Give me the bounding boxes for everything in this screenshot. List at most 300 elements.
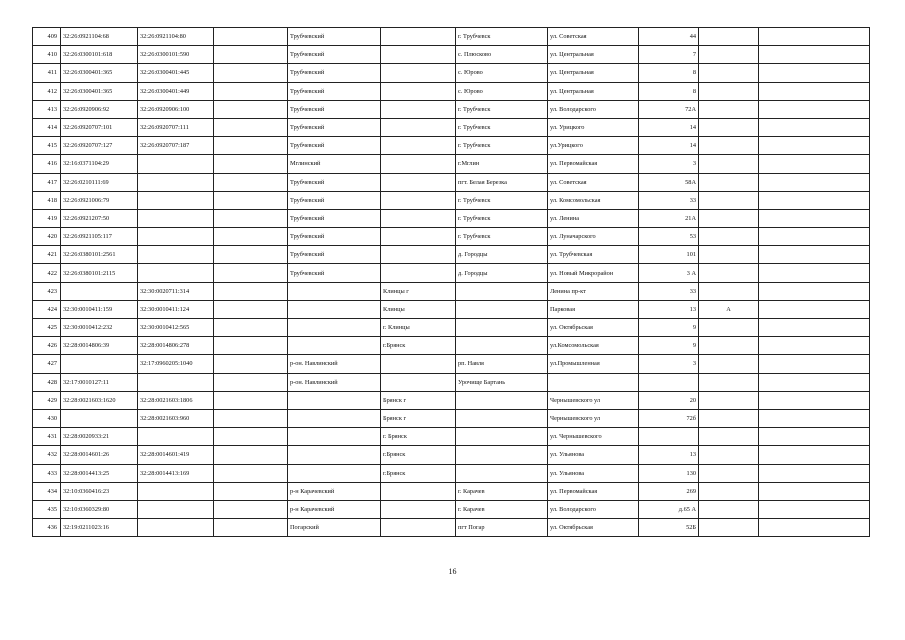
settlement-cell: рп. Навля	[456, 355, 548, 373]
district-cell	[288, 428, 381, 446]
building-letter-cell	[699, 373, 759, 391]
cadastral-number-land-cell: 32:26:0921207:50	[61, 209, 138, 227]
house-number-cell	[639, 373, 699, 391]
row-number-cell: 418	[33, 191, 61, 209]
cadastral-number-building-cell: 32:28:0021603:1806	[138, 391, 214, 409]
cadastral-number-building-cell: 32:17:0960205:1040	[138, 355, 214, 373]
district-cell: Трубчевский	[288, 118, 381, 136]
cadastral-number-building-cell	[138, 246, 214, 264]
building-letter-cell	[699, 209, 759, 227]
building-letter-cell	[699, 355, 759, 373]
house-number-cell: 53	[639, 228, 699, 246]
settlement-cell: г. Трубчевск	[456, 100, 548, 118]
district-cell: Трубчевский	[288, 264, 381, 282]
cadastral-number-land-cell: 32:26:0210111:69	[61, 173, 138, 191]
city-alt-cell	[381, 373, 456, 391]
cadastral-number-building-cell	[138, 173, 214, 191]
cadastral-number-building-cell: 32:28:0014806:278	[138, 337, 214, 355]
house-number-cell: 9	[639, 337, 699, 355]
district-cell: Трубчевский	[288, 82, 381, 100]
extra-cell-cell	[214, 282, 288, 300]
note-cell-cell	[759, 209, 870, 227]
street-cell: ул. Новый Микрорайон	[548, 264, 639, 282]
district-cell: Трубчевский	[288, 246, 381, 264]
settlement-cell	[456, 319, 548, 337]
cadastral-number-building-cell	[138, 428, 214, 446]
note-cell-cell	[759, 428, 870, 446]
row-number-cell: 433	[33, 464, 61, 482]
note-cell-cell	[759, 228, 870, 246]
building-letter-cell	[699, 464, 759, 482]
table-row	[33, 355, 870, 373]
street-cell: ул. Луначарского	[548, 228, 639, 246]
house-number-cell: 44	[639, 28, 699, 46]
settlement-cell	[456, 409, 548, 427]
row-number-cell: 422	[33, 264, 61, 282]
settlement-cell: г. Трубчевск	[456, 28, 548, 46]
district-cell	[288, 409, 381, 427]
settlement-cell: г. Трубчевск	[456, 118, 548, 136]
house-number-cell: 52Б	[639, 519, 699, 537]
note-cell-cell	[759, 464, 870, 482]
cadastral-number-building-cell: 32:30:0020711:314	[138, 282, 214, 300]
district-cell: Трубчевский	[288, 28, 381, 46]
extra-cell-cell	[214, 64, 288, 82]
table-row	[33, 300, 870, 318]
street-cell: ул. Ленина	[548, 209, 639, 227]
city-alt-cell	[381, 482, 456, 500]
cadastral-number-building-cell: 32:28:0021603:960	[138, 409, 214, 427]
city-alt-cell	[381, 228, 456, 246]
cadastral-number-land-cell: 32:26:0920707:101	[61, 118, 138, 136]
row-number-cell: 415	[33, 137, 61, 155]
city-alt-cell	[381, 28, 456, 46]
cadastral-number-land-cell: 32:28:0014601:26	[61, 446, 138, 464]
street-cell: Чернышевского ул	[548, 391, 639, 409]
street-cell: Чернышевского ул	[548, 409, 639, 427]
district-cell: р-н Карачевский	[288, 482, 381, 500]
note-cell-cell	[759, 264, 870, 282]
row-number-cell: 427	[33, 355, 61, 373]
extra-cell-cell	[214, 355, 288, 373]
city-alt-cell: г. Брянск	[381, 428, 456, 446]
table-row	[33, 282, 870, 300]
street-cell: ул.Промышленная	[548, 355, 639, 373]
house-number-cell: 269	[639, 482, 699, 500]
district-cell	[288, 391, 381, 409]
building-letter-cell	[699, 446, 759, 464]
city-alt-cell: г. Клинцы	[381, 319, 456, 337]
house-number-cell: 13	[639, 446, 699, 464]
settlement-cell: д. Городцы	[456, 264, 548, 282]
cadastral-number-land-cell: 32:28:0014806:39	[61, 337, 138, 355]
note-cell-cell	[759, 246, 870, 264]
cadastral-number-land-cell: 32:26:0921104:68	[61, 28, 138, 46]
street-cell: ул. Первомайская	[548, 155, 639, 173]
cadastral-number-building-cell: 32:28:0014601:419	[138, 446, 214, 464]
house-number-cell: 3	[639, 155, 699, 173]
settlement-cell: г. Трубчевск	[456, 209, 548, 227]
table-row	[33, 228, 870, 246]
house-number-cell: д.65 А	[639, 500, 699, 518]
table-row	[33, 246, 870, 264]
cadastral-number-land-cell: 32:26:0300101:618	[61, 46, 138, 64]
street-cell: ул. Октябрьская	[548, 319, 639, 337]
cadastral-number-land-cell: 32:26:0300401:365	[61, 64, 138, 82]
row-number-cell: 417	[33, 173, 61, 191]
table-row	[33, 391, 870, 409]
house-number-cell: 9	[639, 319, 699, 337]
row-number-cell: 432	[33, 446, 61, 464]
extra-cell-cell	[214, 28, 288, 46]
cadastral-number-land-cell	[61, 355, 138, 373]
row-number-cell: 429	[33, 391, 61, 409]
building-letter-cell	[699, 191, 759, 209]
table-row	[33, 373, 870, 391]
city-alt-cell: г.Брянск	[381, 337, 456, 355]
extra-cell-cell	[214, 500, 288, 518]
extra-cell-cell	[214, 428, 288, 446]
extra-cell-cell	[214, 391, 288, 409]
building-letter-cell	[699, 82, 759, 100]
city-alt-cell	[381, 64, 456, 82]
city-alt-cell	[381, 137, 456, 155]
table-row	[33, 64, 870, 82]
table-row	[33, 519, 870, 537]
city-alt-cell	[381, 100, 456, 118]
city-alt-cell	[381, 519, 456, 537]
cadastral-number-land-cell: 32:28:0021603:1620	[61, 391, 138, 409]
settlement-cell: г. Карачев	[456, 500, 548, 518]
district-cell: Трубчевский	[288, 100, 381, 118]
settlement-cell	[456, 446, 548, 464]
register-table	[32, 27, 870, 537]
cadastral-number-land-cell: 32:30:0010411:159	[61, 300, 138, 318]
building-letter-cell	[699, 337, 759, 355]
note-cell-cell	[759, 28, 870, 46]
house-number-cell: 8	[639, 64, 699, 82]
street-cell: ул. Первомайская	[548, 482, 639, 500]
settlement-cell: г. Карачев	[456, 482, 548, 500]
city-alt-cell	[381, 209, 456, 227]
row-number-cell: 410	[33, 46, 61, 64]
district-cell	[288, 337, 381, 355]
street-cell: ул. Центральная	[548, 46, 639, 64]
row-number-cell: 425	[33, 319, 61, 337]
note-cell-cell	[759, 409, 870, 427]
district-cell: Трубчевский	[288, 209, 381, 227]
table-row	[33, 191, 870, 209]
cadastral-number-land-cell	[61, 409, 138, 427]
city-alt-cell	[381, 46, 456, 64]
building-letter-cell	[699, 428, 759, 446]
extra-cell-cell	[214, 155, 288, 173]
note-cell-cell	[759, 300, 870, 318]
settlement-cell: пгт Погар	[456, 519, 548, 537]
street-cell: ул. Чернышевского	[548, 428, 639, 446]
house-number-cell: 130	[639, 464, 699, 482]
district-cell: Трубчевский	[288, 191, 381, 209]
building-letter-cell	[699, 118, 759, 136]
table-body	[33, 28, 870, 537]
city-alt-cell: Брянск г	[381, 409, 456, 427]
note-cell-cell	[759, 500, 870, 518]
cadastral-number-land-cell: 32:26:0921105:117	[61, 228, 138, 246]
extra-cell-cell	[214, 137, 288, 155]
settlement-cell	[456, 300, 548, 318]
note-cell-cell	[759, 64, 870, 82]
extra-cell-cell	[214, 246, 288, 264]
cadastral-number-land-cell: 32:17:0010127:11	[61, 373, 138, 391]
house-number-cell: 72А	[639, 100, 699, 118]
table-row	[33, 46, 870, 64]
city-alt-cell: Брянск г	[381, 391, 456, 409]
extra-cell-cell	[214, 82, 288, 100]
cadastral-number-building-cell: 32:26:0921104:80	[138, 28, 214, 46]
cadastral-number-building-cell	[138, 191, 214, 209]
building-letter-cell	[699, 137, 759, 155]
building-letter-cell	[699, 391, 759, 409]
street-cell: ул. Центральная	[548, 64, 639, 82]
building-letter-cell	[699, 409, 759, 427]
cadastral-number-building-cell: 32:26:0300401:445	[138, 64, 214, 82]
settlement-cell: пгт. Белая Березка	[456, 173, 548, 191]
row-number-cell: 411	[33, 64, 61, 82]
house-number-cell: 13	[639, 300, 699, 318]
row-number-cell: 434	[33, 482, 61, 500]
district-cell: Трубчевский	[288, 173, 381, 191]
house-number-cell: 58А	[639, 173, 699, 191]
table-row	[33, 82, 870, 100]
house-number-cell: 3	[639, 355, 699, 373]
cadastral-number-land-cell: 32:28:0014413:25	[61, 464, 138, 482]
cadastral-number-land-cell: 32:28:0020933:21	[61, 428, 138, 446]
extra-cell-cell	[214, 46, 288, 64]
district-cell: р-н Карачевский	[288, 500, 381, 518]
note-cell-cell	[759, 118, 870, 136]
extra-cell-cell	[214, 446, 288, 464]
building-letter-cell	[699, 28, 759, 46]
building-letter-cell	[699, 246, 759, 264]
note-cell-cell	[759, 137, 870, 155]
street-cell: ул. Трубчевская	[548, 246, 639, 264]
city-alt-cell: Клинцы	[381, 300, 456, 318]
row-number-cell: 412	[33, 82, 61, 100]
building-letter-cell	[699, 519, 759, 537]
house-number-cell: 8	[639, 82, 699, 100]
street-cell: Парковая	[548, 300, 639, 318]
cadastral-number-land-cell: 32:10:0360329:80	[61, 500, 138, 518]
cadastral-number-land-cell: 32:26:0920906:92	[61, 100, 138, 118]
cadastral-number-land-cell: 32:30:0010412:232	[61, 319, 138, 337]
table-row	[33, 428, 870, 446]
note-cell-cell	[759, 391, 870, 409]
row-number-cell: 424	[33, 300, 61, 318]
building-letter-cell: А	[699, 300, 759, 318]
street-cell: ул.Урицкого	[548, 137, 639, 155]
settlement-cell: с. Юрово	[456, 64, 548, 82]
city-alt-cell: Клинцы г	[381, 282, 456, 300]
district-cell: р-он. Навлинский	[288, 373, 381, 391]
table-row	[33, 209, 870, 227]
extra-cell-cell	[214, 173, 288, 191]
city-alt-cell	[381, 118, 456, 136]
page-number: 16	[448, 567, 457, 576]
district-cell	[288, 446, 381, 464]
street-cell: ул. Октябрьская	[548, 519, 639, 537]
house-number-cell: 33	[639, 282, 699, 300]
district-cell: Трубчевский	[288, 228, 381, 246]
row-number-cell: 436	[33, 519, 61, 537]
district-cell: Погарский	[288, 519, 381, 537]
extra-cell-cell	[214, 228, 288, 246]
house-number-cell: 20	[639, 391, 699, 409]
extra-cell-cell	[214, 409, 288, 427]
settlement-cell: г.Мглин	[456, 155, 548, 173]
building-letter-cell	[699, 482, 759, 500]
row-number-cell: 431	[33, 428, 61, 446]
city-alt-cell: г.Брянск	[381, 446, 456, 464]
extra-cell-cell	[214, 319, 288, 337]
district-cell: Мглинский	[288, 155, 381, 173]
cadastral-number-building-cell: 32:28:0014413:169	[138, 464, 214, 482]
cadastral-number-building-cell	[138, 209, 214, 227]
note-cell-cell	[759, 482, 870, 500]
table-row	[33, 500, 870, 518]
settlement-cell: д. Городцы	[456, 246, 548, 264]
street-cell: ул. Советская	[548, 173, 639, 191]
cadastral-number-building-cell: 32:26:0300101:590	[138, 46, 214, 64]
extra-cell-cell	[214, 464, 288, 482]
settlement-cell: Урочище Бартань	[456, 373, 548, 391]
cadastral-number-building-cell: 32:26:0300401:449	[138, 82, 214, 100]
building-letter-cell	[699, 46, 759, 64]
note-cell-cell	[759, 82, 870, 100]
row-number-cell: 416	[33, 155, 61, 173]
extra-cell-cell	[214, 300, 288, 318]
row-number-cell: 409	[33, 28, 61, 46]
building-letter-cell	[699, 173, 759, 191]
settlement-cell	[456, 282, 548, 300]
settlement-cell: г. Трубчевск	[456, 191, 548, 209]
building-letter-cell	[699, 100, 759, 118]
city-alt-cell	[381, 191, 456, 209]
district-cell: Трубчевский	[288, 46, 381, 64]
table-row	[33, 264, 870, 282]
extra-cell-cell	[214, 337, 288, 355]
district-cell	[288, 319, 381, 337]
cadastral-number-land-cell	[61, 282, 138, 300]
district-cell	[288, 300, 381, 318]
city-alt-cell	[381, 500, 456, 518]
table-row	[33, 173, 870, 191]
note-cell-cell	[759, 173, 870, 191]
building-letter-cell	[699, 264, 759, 282]
row-number-cell: 413	[33, 100, 61, 118]
cadastral-number-building-cell: 32:26:0920707:111	[138, 118, 214, 136]
house-number-cell: 101	[639, 246, 699, 264]
extra-cell-cell	[214, 264, 288, 282]
settlement-cell	[456, 337, 548, 355]
settlement-cell: с. Плюсково	[456, 46, 548, 64]
cadastral-number-building-cell: 32:30:0010412:565	[138, 319, 214, 337]
extra-cell-cell	[214, 118, 288, 136]
street-cell: ул. Ульянова	[548, 464, 639, 482]
note-cell-cell	[759, 446, 870, 464]
cadastral-number-building-cell	[138, 264, 214, 282]
house-number-cell: 72б	[639, 409, 699, 427]
row-number-cell: 420	[33, 228, 61, 246]
cadastral-number-land-cell: 32:26:0920707:127	[61, 137, 138, 155]
city-alt-cell	[381, 264, 456, 282]
row-number-cell: 428	[33, 373, 61, 391]
city-alt-cell	[381, 82, 456, 100]
street-cell: ул. Володарского	[548, 500, 639, 518]
street-cell: ул. Центральная	[548, 82, 639, 100]
cadastral-number-building-cell	[138, 155, 214, 173]
street-cell	[548, 373, 639, 391]
note-cell-cell	[759, 155, 870, 173]
street-cell: ул. Володарского	[548, 100, 639, 118]
cadastral-number-building-cell	[138, 519, 214, 537]
building-letter-cell	[699, 282, 759, 300]
table-row	[33, 409, 870, 427]
table-row	[33, 464, 870, 482]
cadastral-number-building-cell	[138, 373, 214, 391]
street-cell: ул. Урицкого	[548, 118, 639, 136]
cadastral-number-building-cell: 32:26:0920707:187	[138, 137, 214, 155]
table-row	[33, 482, 870, 500]
house-number-cell: 3 А	[639, 264, 699, 282]
table-row	[33, 137, 870, 155]
table-row	[33, 319, 870, 337]
building-letter-cell	[699, 155, 759, 173]
note-cell-cell	[759, 100, 870, 118]
row-number-cell: 419	[33, 209, 61, 227]
extra-cell-cell	[214, 373, 288, 391]
row-number-cell: 423	[33, 282, 61, 300]
street-cell: ул. Комсомольская	[548, 191, 639, 209]
district-cell: р-он. Навлинский	[288, 355, 381, 373]
settlement-cell	[456, 428, 548, 446]
district-cell	[288, 464, 381, 482]
table-row	[33, 28, 870, 46]
cadastral-number-land-cell: 32:19:0211023:16	[61, 519, 138, 537]
table-row	[33, 100, 870, 118]
district-cell: Трубчевский	[288, 137, 381, 155]
district-cell	[288, 282, 381, 300]
cadastral-number-land-cell: 32:16:0371104:29	[61, 155, 138, 173]
extra-cell-cell	[214, 482, 288, 500]
row-number-cell: 426	[33, 337, 61, 355]
row-number-cell: 421	[33, 246, 61, 264]
extra-cell-cell	[214, 519, 288, 537]
street-cell: ул.Комсомольская	[548, 337, 639, 355]
city-alt-cell	[381, 246, 456, 264]
city-alt-cell	[381, 173, 456, 191]
settlement-cell: с. Юрово	[456, 82, 548, 100]
extra-cell-cell	[214, 100, 288, 118]
extra-cell-cell	[214, 191, 288, 209]
cadastral-number-building-cell	[138, 482, 214, 500]
city-alt-cell: г.Брянск	[381, 464, 456, 482]
settlement-cell: г. Трубчевск	[456, 228, 548, 246]
house-number-cell: 14	[639, 137, 699, 155]
house-number-cell: 7	[639, 46, 699, 64]
row-number-cell: 414	[33, 118, 61, 136]
cadastral-number-land-cell: 32:26:0380101:2115	[61, 264, 138, 282]
note-cell-cell	[759, 46, 870, 64]
